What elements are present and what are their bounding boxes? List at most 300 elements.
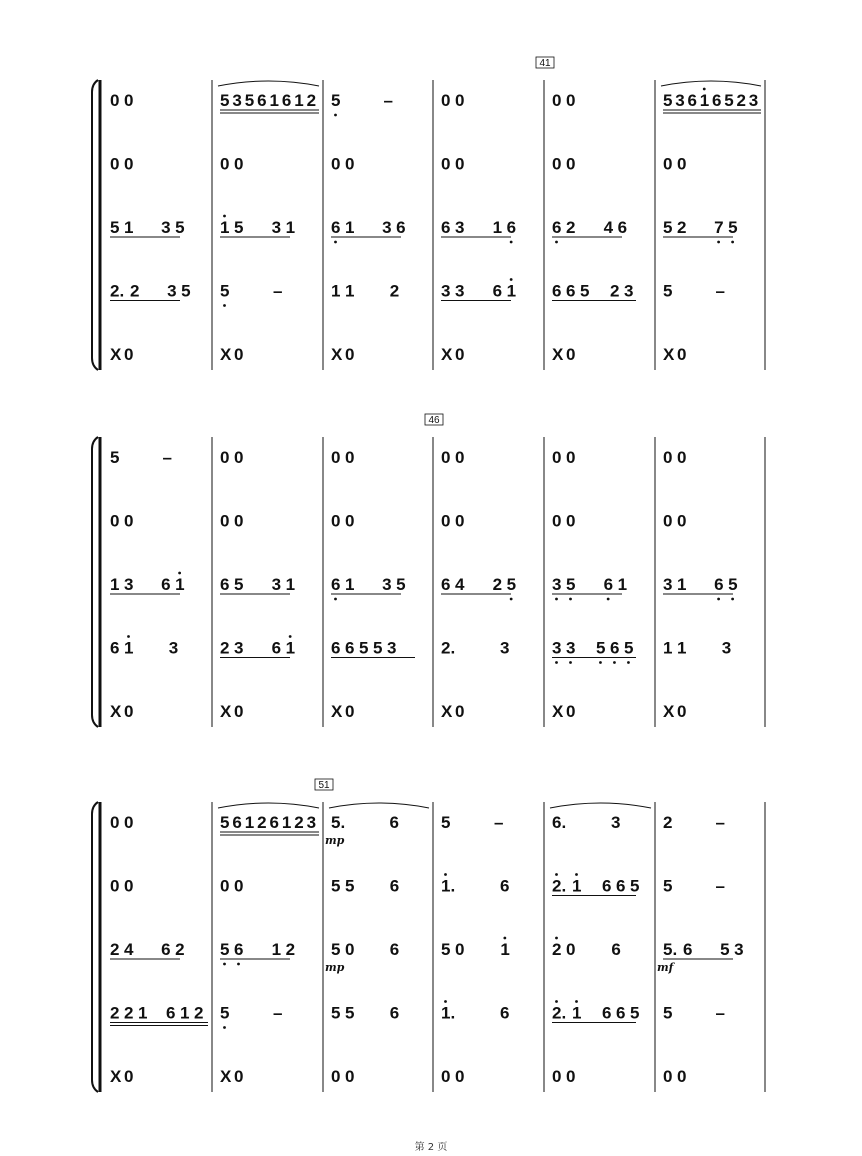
percussion-hit: X: [110, 1067, 122, 1086]
rest-zero: 0: [663, 1067, 673, 1086]
rest-zero: 0: [345, 448, 355, 467]
dynamic-marking: mp: [325, 961, 345, 974]
note-digit: 2: [663, 813, 673, 832]
rest-zero: 0: [345, 511, 355, 531]
note-digit: 2: [566, 218, 576, 237]
octave-low-dot: [731, 241, 734, 244]
note-digit: 5: [595, 638, 606, 658]
rest-zero: 0: [234, 702, 244, 721]
rest-zero: 0: [345, 940, 355, 959]
rest-zero: 0: [455, 940, 465, 959]
note-digit: 1: [345, 281, 355, 301]
note-digit: 1: [572, 876, 582, 896]
note-digit: 2: [124, 1003, 134, 1023]
note-digit: 6: [389, 876, 400, 896]
slur: [329, 803, 429, 808]
note-digit: 6: [269, 813, 279, 832]
octave-low-dot: [334, 114, 337, 117]
octave-high-dot: [703, 88, 706, 91]
rest-zero: 0: [124, 154, 134, 174]
rest-zero: 0: [677, 702, 687, 721]
octave-low-dot: [223, 304, 226, 307]
rest-zero: 0: [566, 1067, 576, 1086]
rest-zero: 0: [566, 345, 576, 364]
rest-zero: 0: [552, 91, 562, 110]
note-digit: 2: [677, 218, 687, 237]
dynamic-marking: mf: [657, 961, 674, 974]
octave-low-dot: [599, 661, 602, 664]
note-digit: 6: [161, 940, 171, 959]
note-digit: 6: [331, 218, 341, 237]
octave-high-dot: [555, 937, 558, 940]
percussion-hit: X: [441, 345, 453, 364]
note-digit: 3: [500, 638, 510, 658]
note-digit: 1: [220, 218, 230, 237]
note-digit: 3: [234, 638, 244, 658]
rest-zero: 0: [110, 876, 120, 896]
note-digit: 5: [663, 218, 673, 237]
octave-low-dot: [627, 661, 630, 664]
octave-low-dot: [334, 598, 337, 601]
note-digit: 3: [734, 940, 744, 959]
note-digit: 1: [500, 940, 510, 959]
rest-zero: 0: [110, 813, 120, 832]
rest-zero: 0: [234, 154, 244, 174]
dash-extend: –: [383, 91, 393, 110]
note-digit: 5: [331, 1003, 341, 1023]
note-digit: 2: [220, 638, 230, 658]
dynamic-marking: mp: [325, 834, 345, 847]
note-digit: 6: [389, 1003, 400, 1023]
rest-zero: 0: [455, 511, 465, 531]
note-digit: 2: [110, 940, 120, 959]
octave-low-dot: [223, 963, 226, 966]
note-digit: 1: [269, 91, 279, 110]
note-digit: 6: [611, 940, 621, 959]
percussion-hit: X: [331, 345, 343, 364]
note-digit: 1: [663, 638, 673, 658]
rest-zero: 0: [663, 448, 673, 467]
note-digit: 6.: [552, 813, 567, 832]
rest-zero: 0: [566, 511, 576, 531]
slur: [218, 803, 319, 808]
note-digit: 2.: [552, 876, 567, 896]
note-digit: 5: [728, 575, 738, 594]
octave-high-dot: [503, 937, 506, 940]
note-digit: 5.: [331, 813, 346, 832]
percussion-hit: X: [331, 702, 343, 721]
note-digit: 2: [609, 281, 620, 301]
note-digit: 3: [167, 281, 177, 301]
note-digit: 6: [552, 218, 562, 237]
rest-zero: 0: [677, 154, 687, 174]
rest-zero: 0: [677, 511, 687, 531]
note-digit: 1: [331, 281, 341, 301]
percussion-hit: X: [663, 702, 675, 721]
rest-zero: 0: [677, 345, 687, 364]
note-digit: 6: [683, 940, 693, 959]
rest-zero: 0: [124, 876, 134, 896]
note-digit: 6: [552, 281, 562, 301]
dash-extend: –: [715, 281, 725, 301]
rest-zero: 0: [220, 154, 230, 174]
note-digit: 3: [168, 638, 179, 658]
octave-low-dot: [555, 661, 558, 664]
rest-zero: 0: [220, 876, 230, 896]
note-digit: 6: [396, 218, 406, 237]
note-digit: 1: [271, 940, 282, 959]
note-digit: 1: [617, 575, 628, 594]
note-digit: 6: [232, 813, 242, 832]
rest-zero: 0: [455, 345, 465, 364]
note-digit: 2: [194, 1003, 204, 1023]
rest-zero: 0: [345, 1067, 355, 1086]
note-digit: 5: [220, 281, 230, 301]
note-digit: 6: [166, 1003, 176, 1023]
octave-high-dot: [555, 873, 558, 876]
rest-zero: 0: [455, 702, 465, 721]
note-digit: 5: [629, 876, 640, 896]
note-digit: 6: [389, 940, 400, 959]
note-digit: 1: [492, 218, 503, 237]
slur: [550, 803, 651, 808]
note-digit: 2: [130, 281, 140, 301]
note-digit: 3: [566, 638, 576, 658]
note-digit: 2: [257, 813, 267, 832]
rest-zero: 0: [441, 1067, 451, 1086]
percussion-hit: X: [110, 345, 122, 364]
note-digit: 6: [601, 876, 612, 896]
note-digit: 3: [721, 638, 732, 658]
octave-low-dot: [613, 661, 616, 664]
note-digit: 5: [580, 281, 590, 301]
rest-zero: 0: [566, 448, 576, 467]
note-digit: 2.: [110, 281, 125, 301]
rest-zero: 0: [124, 1067, 134, 1086]
note-digit: 6: [110, 638, 120, 658]
rest-zero: 0: [677, 448, 687, 467]
note-digit: 5: [234, 218, 244, 237]
note-digit: 6: [617, 218, 628, 237]
note-digit: 1: [138, 1003, 148, 1023]
dash-extend: –: [715, 1003, 725, 1023]
note-digit: 1: [244, 813, 255, 832]
rest-zero: 0: [663, 511, 673, 531]
note-digit: 2: [285, 940, 296, 959]
note-digit: 5: [359, 638, 369, 658]
rest-zero: 0: [124, 91, 134, 110]
note-digit: 6: [331, 575, 341, 594]
rest-zero: 0: [234, 448, 244, 467]
note-digit: 5: [220, 91, 230, 110]
note-digit: 1: [345, 218, 355, 237]
octave-low-dot: [569, 661, 572, 664]
system-bracket: [92, 80, 98, 370]
note-digit: 1: [572, 1003, 582, 1023]
dash-extend: –: [715, 876, 725, 896]
rest-zero: 0: [124, 345, 134, 364]
note-digit: 3: [441, 281, 451, 301]
note-digit: 4: [124, 940, 134, 959]
note-digit: 5: [220, 940, 230, 959]
note-digit: 6: [271, 638, 282, 658]
note-digit: 6: [220, 575, 230, 594]
rest-zero: 0: [677, 1067, 687, 1086]
note-digit: 6: [687, 91, 697, 110]
rest-zero: 0: [566, 940, 576, 959]
note-digit: 1.: [441, 1003, 456, 1023]
note-digit: 3: [124, 575, 134, 594]
note-digit: 5: [331, 940, 341, 959]
note-digit: 6: [441, 575, 451, 594]
octave-high-dot: [178, 572, 181, 575]
note-digit: 6: [161, 575, 171, 594]
octave-low-dot: [510, 241, 513, 244]
note-digit: 5: [331, 91, 341, 110]
note-digit: 3: [552, 575, 562, 594]
note-digit: 6: [601, 1003, 612, 1023]
note-digit: 5: [345, 1003, 355, 1023]
rest-zero: 0: [441, 511, 451, 531]
note-digit: 3: [663, 575, 673, 594]
rest-zero: 0: [441, 154, 451, 174]
rest-zero: 0: [234, 345, 244, 364]
note-digit: 5: [623, 638, 634, 658]
note-digit: 5: [234, 575, 244, 594]
note-digit: 1: [124, 218, 134, 237]
rest-zero: 0: [566, 702, 576, 721]
note-digit: 6: [712, 91, 722, 110]
note-digit: 1: [677, 575, 687, 594]
note-digit: 6: [615, 876, 626, 896]
rest-zero: 0: [234, 1067, 244, 1086]
note-digit: 5: [724, 91, 734, 110]
note-digit: 5: [220, 813, 230, 832]
note-digit: 3: [455, 281, 465, 301]
octave-low-dot: [569, 598, 572, 601]
note-digit: 6: [603, 575, 614, 594]
note-digit: 5: [396, 575, 406, 594]
octave-high-dot: [510, 278, 513, 281]
rest-zero: 0: [110, 91, 120, 110]
rest-zero: 0: [345, 345, 355, 364]
percussion-hit: X: [220, 1067, 232, 1086]
note-digit: 1: [294, 91, 304, 110]
percussion-hit: X: [110, 702, 122, 721]
note-digit: 1.: [441, 876, 456, 896]
slur: [218, 81, 319, 86]
note-digit: 4: [455, 575, 465, 594]
rehearsal-number: 51: [318, 780, 330, 791]
rest-zero: 0: [220, 448, 230, 467]
system-bracket: [92, 437, 98, 727]
note-digit: 3: [675, 91, 685, 110]
note-digit: 1: [110, 575, 120, 594]
note-digit: 3: [387, 638, 397, 658]
note-digit: 3: [552, 638, 562, 658]
note-digit: 1: [285, 575, 296, 594]
rest-zero: 0: [455, 448, 465, 467]
note-digit: 5: [244, 91, 255, 110]
rest-zero: 0: [552, 1067, 562, 1086]
note-digit: 1: [285, 638, 296, 658]
rest-zero: 0: [124, 511, 134, 531]
octave-low-dot: [717, 241, 720, 244]
note-digit: 3: [382, 218, 392, 237]
note-digit: 6: [281, 91, 292, 110]
note-digit: 2: [294, 813, 304, 832]
rest-zero: 0: [124, 702, 134, 721]
rest-zero: 0: [552, 154, 562, 174]
note-digit: 2: [110, 1003, 120, 1023]
note-digit: 6: [609, 638, 620, 658]
octave-low-dot: [334, 241, 337, 244]
rest-zero: 0: [331, 448, 341, 467]
note-digit: 5: [373, 638, 383, 658]
note-digit: 2: [306, 91, 317, 110]
octave-high-dot: [289, 635, 292, 638]
note-digit: 5: [663, 281, 673, 301]
note-digit: 6: [500, 1003, 510, 1023]
note-digit: 1: [285, 218, 296, 237]
note-digit: 6: [566, 281, 576, 301]
note-digit: 3: [382, 575, 392, 594]
octave-high-dot: [444, 873, 447, 876]
note-digit: 5: [506, 575, 517, 594]
note-digit: 2: [389, 281, 400, 301]
rehearsal-number: 41: [539, 58, 551, 69]
octave-low-dot: [555, 598, 558, 601]
note-digit: 4: [603, 218, 614, 237]
note-digit: 5: [566, 575, 576, 594]
note-digit: 5: [728, 218, 738, 237]
note-digit: 2: [492, 575, 503, 594]
note-digit: 6: [506, 218, 517, 237]
percussion-hit: X: [441, 702, 453, 721]
note-digit: 1: [175, 575, 185, 594]
rest-zero: 0: [566, 154, 576, 174]
note-digit: 3: [232, 91, 242, 110]
note-digit: 5: [663, 1003, 673, 1023]
note-digit: 6: [441, 218, 451, 237]
note-digit: 3: [455, 218, 465, 237]
note-digit: 5: [441, 940, 451, 959]
rest-zero: 0: [234, 876, 244, 896]
rest-zero: 0: [455, 91, 465, 110]
note-digit: 5: [110, 218, 120, 237]
percussion-hit: X: [220, 702, 232, 721]
note-digit: 3: [271, 218, 282, 237]
note-digit: 3: [161, 218, 171, 237]
octave-high-dot: [575, 1000, 578, 1003]
note-digit: 6: [714, 575, 724, 594]
dash-extend: –: [715, 813, 725, 832]
rest-zero: 0: [331, 1067, 341, 1086]
note-digit: 6: [615, 1003, 626, 1023]
note-digit: 6: [331, 638, 341, 658]
rest-zero: 0: [331, 511, 341, 531]
note-digit: 3: [623, 281, 634, 301]
rest-zero: 0: [441, 91, 451, 110]
note-digit: 1: [180, 1003, 190, 1023]
octave-high-dot: [444, 1000, 447, 1003]
note-digit: 3: [271, 575, 282, 594]
octave-high-dot: [555, 1000, 558, 1003]
octave-high-dot: [127, 635, 130, 638]
note-digit: 1: [281, 813, 292, 832]
octave-low-dot: [555, 241, 558, 244]
note-digit: 6: [389, 813, 399, 832]
rest-zero: 0: [124, 813, 134, 832]
note-digit: 1: [506, 281, 517, 301]
note-digit: 5: [175, 218, 185, 237]
page-number: 第 2 页: [414, 1142, 448, 1153]
rest-zero: 0: [331, 154, 341, 174]
note-digit: 6: [500, 876, 510, 896]
rest-zero: 0: [345, 702, 355, 721]
octave-low-dot: [717, 598, 720, 601]
rehearsal-number: 46: [428, 415, 440, 426]
rest-zero: 0: [220, 511, 230, 531]
note-digit: 2.: [552, 1003, 567, 1023]
note-digit: 1: [345, 575, 355, 594]
octave-low-dot: [510, 598, 513, 601]
note-digit: 2.: [441, 638, 456, 658]
note-digit: 2: [175, 940, 185, 959]
note-digit: 6: [257, 91, 267, 110]
rest-zero: 0: [566, 91, 576, 110]
note-digit: 5: [220, 1003, 230, 1023]
note-digit: 6: [234, 940, 244, 959]
dash-extend: –: [273, 281, 283, 301]
note-digit: 5: [629, 1003, 640, 1023]
note-digit: 5.: [663, 940, 678, 959]
note-digit: 5: [181, 281, 191, 301]
rest-zero: 0: [234, 511, 244, 531]
rest-zero: 0: [455, 1067, 465, 1086]
octave-low-dot: [607, 598, 610, 601]
percussion-hit: X: [552, 345, 564, 364]
note-digit: 5: [663, 91, 673, 110]
dash-extend: –: [273, 1003, 283, 1023]
rest-zero: 0: [552, 448, 562, 467]
note-digit: 1: [699, 91, 710, 110]
octave-low-dot: [237, 963, 240, 966]
octave-low-dot: [731, 598, 734, 601]
octave-high-dot: [223, 215, 226, 218]
note-digit: 1: [124, 638, 134, 658]
octave-high-dot: [575, 873, 578, 876]
note-digit: 5: [345, 876, 355, 896]
rest-zero: 0: [455, 154, 465, 174]
rest-zero: 0: [663, 154, 673, 174]
dash-extend: –: [162, 448, 172, 467]
note-digit: 6: [492, 281, 503, 301]
note-digit: 5: [331, 876, 341, 896]
note-digit: 6: [345, 638, 355, 658]
note-digit: 1: [677, 638, 687, 658]
note-digit: 2: [552, 940, 562, 959]
percussion-hit: X: [552, 702, 564, 721]
note-digit: 3: [748, 91, 759, 110]
percussion-hit: X: [663, 345, 675, 364]
slur: [661, 81, 761, 86]
note-digit: 7: [714, 218, 724, 237]
percussion-hit: X: [220, 345, 232, 364]
octave-low-dot: [223, 1026, 226, 1029]
rest-zero: 0: [110, 154, 120, 174]
note-digit: 2: [736, 91, 746, 110]
